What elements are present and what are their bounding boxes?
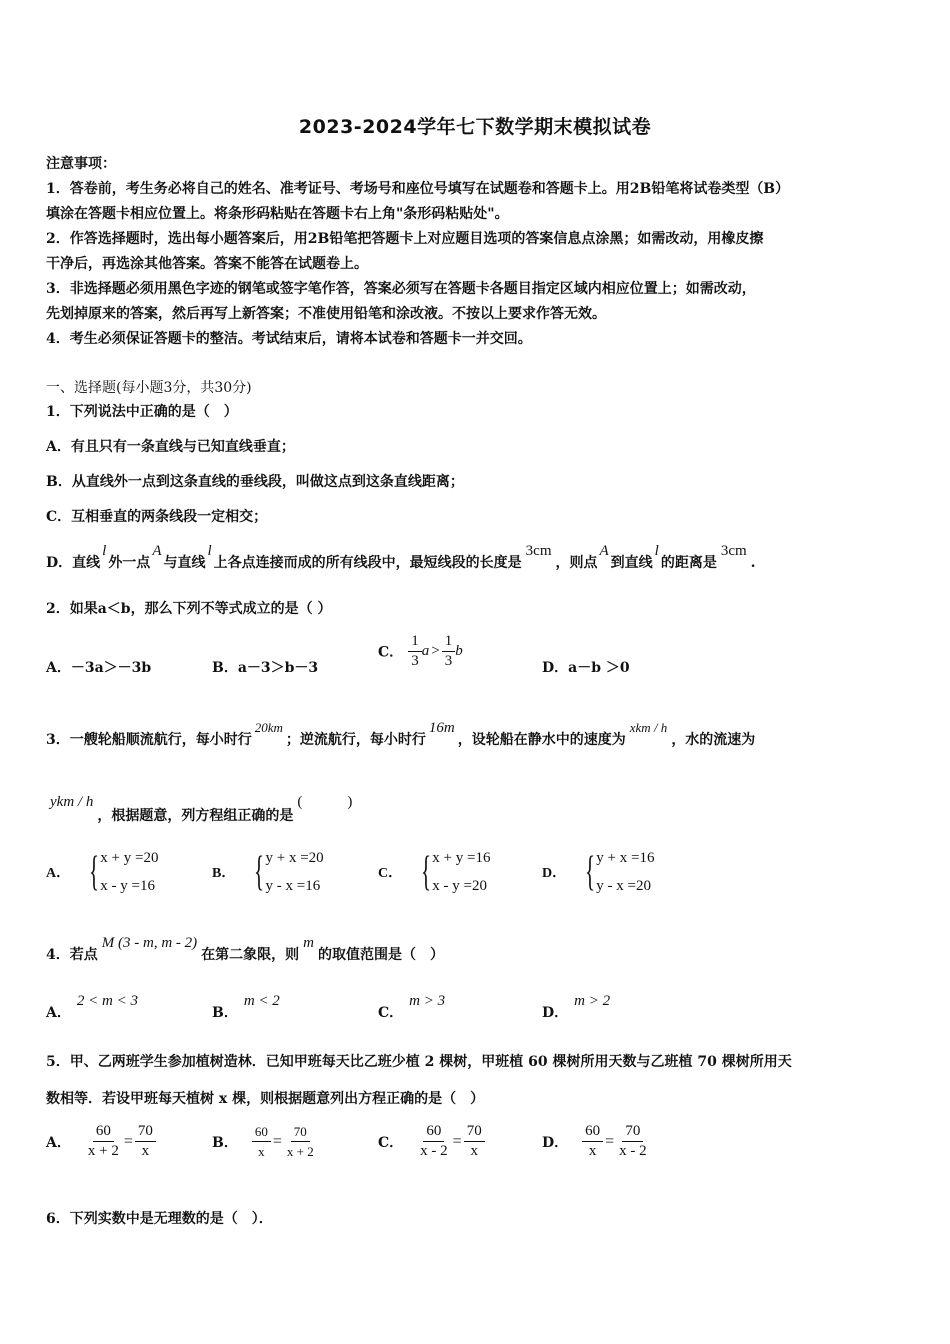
q5-stem-line2: 数相等．若设甲班每天植树 x 棵，则根据题意列出方程正确的是（ ） [46,1091,485,1107]
notice-line: 3．非选择题必须用黑色字迹的钢笔或签字笔作答，答案必须写在答题卡各题目指定区域内相应位置上；如需改动， [46,281,756,297]
q5-option-a: A． $\frac{60}{x + 2}$ = $\frac{70}{x}$ [46,1122,156,1161]
q2-option-b: B．a－3＞b－3 [212,660,319,676]
q1-stem: 1．下列说法中正确的是（ ） [46,404,238,420]
q2-option-d: D．a－b ＞0 [542,660,630,676]
q4-option-d: D．m > 2 [542,993,611,1021]
q5-option-c: C． $\frac{60}{x - 2}$ = $\frac{70}{x}$ [378,1122,485,1161]
q1-option-b: B．从直线外一点到这条直线的垂线段，叫做这点到这条直线距离； [46,474,464,490]
q3-option-d: D． { y + x =16 y - x =20 [542,849,655,895]
notice-heading: 注意事项： [46,156,116,172]
notice-line: 干净后，再选涂其他答案。答案不能答在试题卷上。 [46,256,368,272]
q2-option-c: C． $\frac{1}{3}$ a > $\frac{1}{3}$ b [378,633,463,669]
q5-stem-line1: 5．甲、乙两班学生参加植树造林．已知甲班每天比乙班少植 2 棵树，甲班植 60 棵树所用天数与乙班植 70 棵树所用天 [46,1054,792,1070]
notice-line: 填涂在答题卡相应位置上。将条形码粘贴在答题卡右上角"条形码粘贴处"。 [46,206,509,222]
q2-option-a: A．－3a＞－3b [46,660,152,676]
q2-stem: 2．如果a＜b，那么下列不等式成立的是（ ） [46,601,332,617]
notice-line: 1．答卷前，考生务必将自己的姓名、准考证号、考场号和座位号填写在试题卷和答题卡上。用2B铅笔将试卷类型（B） [46,181,790,197]
q5-option-d: D． $\frac{60}{x}$ = $\frac{70}{x - 2}$ [542,1123,647,1159]
section-heading: 一、选择题(每小题3分，共30分) [46,380,252,396]
q1-option-d: D．直线l外一点A与直线l上各点连接而成的所有线段中，最短线段的长度是3cm，则点A到直线l的距离是3cm. [46,543,756,571]
q1-option-c: C．互相垂直的两条线段一定相交； [46,509,268,525]
q3-stem-line1: 3．一艘轮船顺流航行，每小时行20km；逆流航行，每小时行16m，设轮船在静水中的速度为xkm / h，水的流速为 [46,720,756,748]
notice-line: 2．作答选择题时，选出每小题答案后，用2B铅笔把答题卡上对应题目选项的答案信息点涂黑；如需改动，用橡皮擦 [46,231,764,247]
q4-stem: 4．若点M (3 - m, m - 2)在第二象限，则m的取值范围是（ ） [46,935,444,963]
q4-option-a: A．2 < m < 3 [46,993,138,1021]
q4-option-c: C．m > 3 [378,993,446,1021]
q3-stem-line2: ykm / h，根据题意，列方程组正确的是( ) [50,794,353,824]
q1-option-a: A．有且只有一条直线与已知直线垂直； [46,439,295,455]
q5-option-b: B． $\frac{60}{x}$ = $\frac{70}{x + 2}$ [212,1124,314,1159]
q3-option-c: C． { x + y =16 x - y =20 [378,849,491,895]
q4-option-b: B．m < 2 [212,993,280,1021]
q3-option-b: B． { y + x =20 y - x =16 [212,849,324,895]
notice-line: 先划掉原来的答案，然后再写上新答案；不准使用铅笔和涂改液。不按以上要求作答无效。 [46,306,606,322]
q3-option-a: A． { x + y =20 x - y =16 [46,849,159,895]
page-title: 2023-2024学年七下数学期末模拟试卷 [298,116,652,138]
q6-stem: 6．下列实数中是无理数的是（ ）． [46,1211,273,1227]
notice-line: 4．考生必须保证答题卡的整洁。考试结束后，请将本试卷和答题卡一并交回。 [46,331,532,347]
